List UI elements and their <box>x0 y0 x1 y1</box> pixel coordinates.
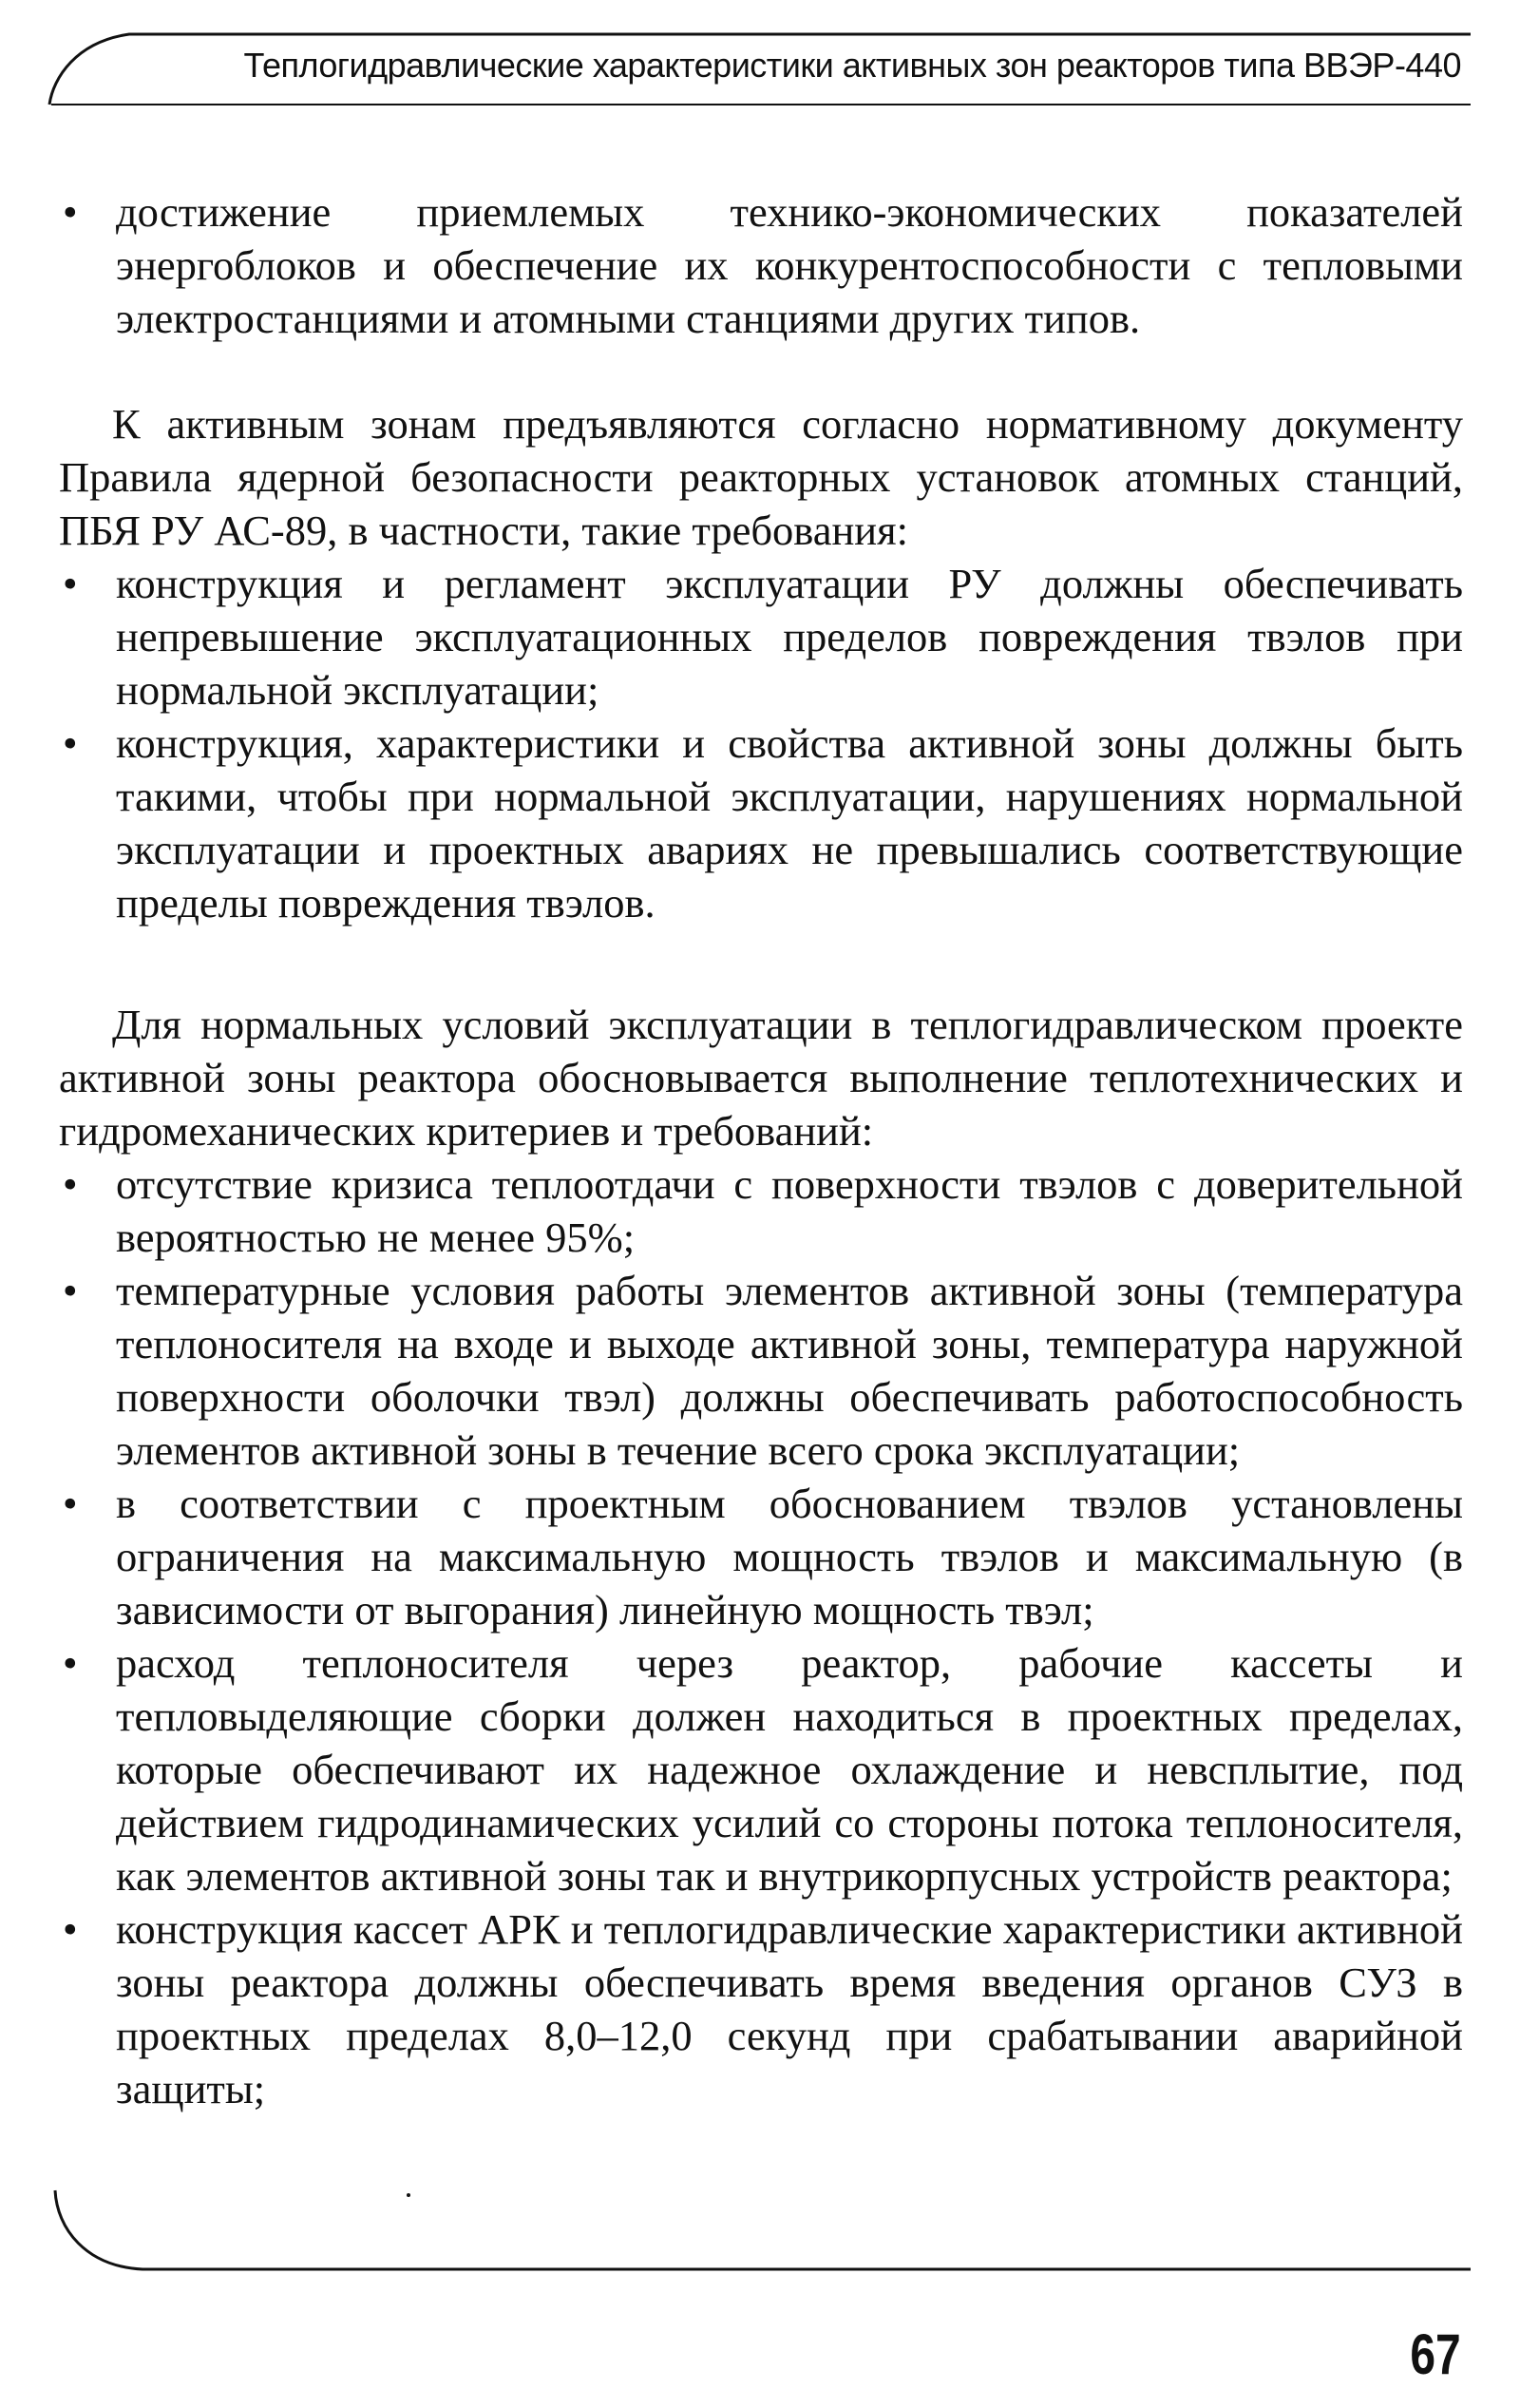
bullet-icon: • <box>63 1480 78 1527</box>
list-item-text: отсутствие кризиса теплоотдачи с поверхности твэлов с доверительной вероятностью не менее 95%; <box>116 1160 1463 1261</box>
requirements-section <box>59 397 1463 929</box>
bullet-icon: • <box>63 1267 78 1314</box>
bullet-block-1 <box>59 185 1463 345</box>
bullet-icon: • <box>63 188 78 236</box>
paragraph: К активным зонам предъявляются согласно нормативному документу Правила ядерной безопасности реакторных установок атомных станций, ПБЯ РУ АС-89, в частности, такие требования: <box>59 400 1463 554</box>
list-item-text: конструкция кассет АРК и теплогидравлические характеристики активной зоны реактора должны обеспечивать время введения органов СУЗ в проектных пределах 8,0–12,0 секунд при срабатывании аварийной защиты; <box>116 1905 1463 2112</box>
bullet-icon: • <box>63 719 78 767</box>
bullet-icon: • <box>63 1905 78 1953</box>
bullet-icon: • <box>63 1639 78 1687</box>
list-item <box>59 1157 1463 1264</box>
list-item <box>59 1477 1463 1636</box>
list-item <box>59 717 1463 929</box>
list-item <box>59 1902 1463 2115</box>
running-header-title: Теплогидравлические характеристики активных зон реакторов типа ВВЭР-440 <box>243 46 1461 85</box>
list-item-text: достижение приемлемых технико-экономических показателей энергоблоков и обеспечение их конкурентоспособности с тепловыми электростанциями и атомными станциями других типов. <box>116 188 1463 342</box>
stray-dot <box>407 2193 410 2197</box>
list-item <box>59 1264 1463 1477</box>
list-item-text: температурные условия работы элементов активной зоны (температура теплоносителя на входе и выходе активной зоны, температура наружной поверхности оболочки твэл) должны обеспечивать работоспособность элементов активной зоны в течение всего срока эксплуатации; <box>116 1267 1463 1474</box>
list-item <box>59 185 1463 345</box>
footer-rule <box>55 2190 1471 2269</box>
list-item <box>59 557 1463 717</box>
list-item-text: в соответствии с проектным обоснованием твэлов установлены ограничения на максимальную мощность твэлов и максимальную (в зависимости от выгорания) линейную мощность твэл; <box>116 1480 1463 1634</box>
paragraph: Для нормальных условий эксплуатации в теплогидравлическом проекте активной зоны реактора обосновывается выполнение теплотехнических и гидромеханических критериев и требований: <box>59 1001 1463 1155</box>
bullet-icon: • <box>63 560 78 607</box>
list-item-text: конструкция, характеристики и свойства активной зоны должны быть такими, чтобы при нормальной эксплуатации, нарушениях нормальной эксплуатации и проектных авариях не превышались соответствующие пределы повреждения твэлов. <box>116 719 1463 927</box>
list-item-text: расход теплоносителя через реактор, рабочие кассеты и тепловыделяющие сборки должен находиться в проектных пределах, которые обеспечивают их надежное охлаждение и невсплытие, под действием гидродинамических усилий со стороны потока теплоносителя, как элементов активной зоны так и внутрикорпусных устройств реактора; <box>116 1639 1463 1900</box>
page-number: 67 <box>1410 2322 1461 2386</box>
criteria-section <box>59 998 1463 2115</box>
bullet-icon: • <box>63 1160 78 1208</box>
list-item-text: конструкция и регламент эксплуатации РУ должны обеспечивать непревышение эксплуатационных пределов повреждения твэлов при нормальной эксплуатации; <box>116 560 1463 714</box>
list-item <box>59 1636 1463 1902</box>
